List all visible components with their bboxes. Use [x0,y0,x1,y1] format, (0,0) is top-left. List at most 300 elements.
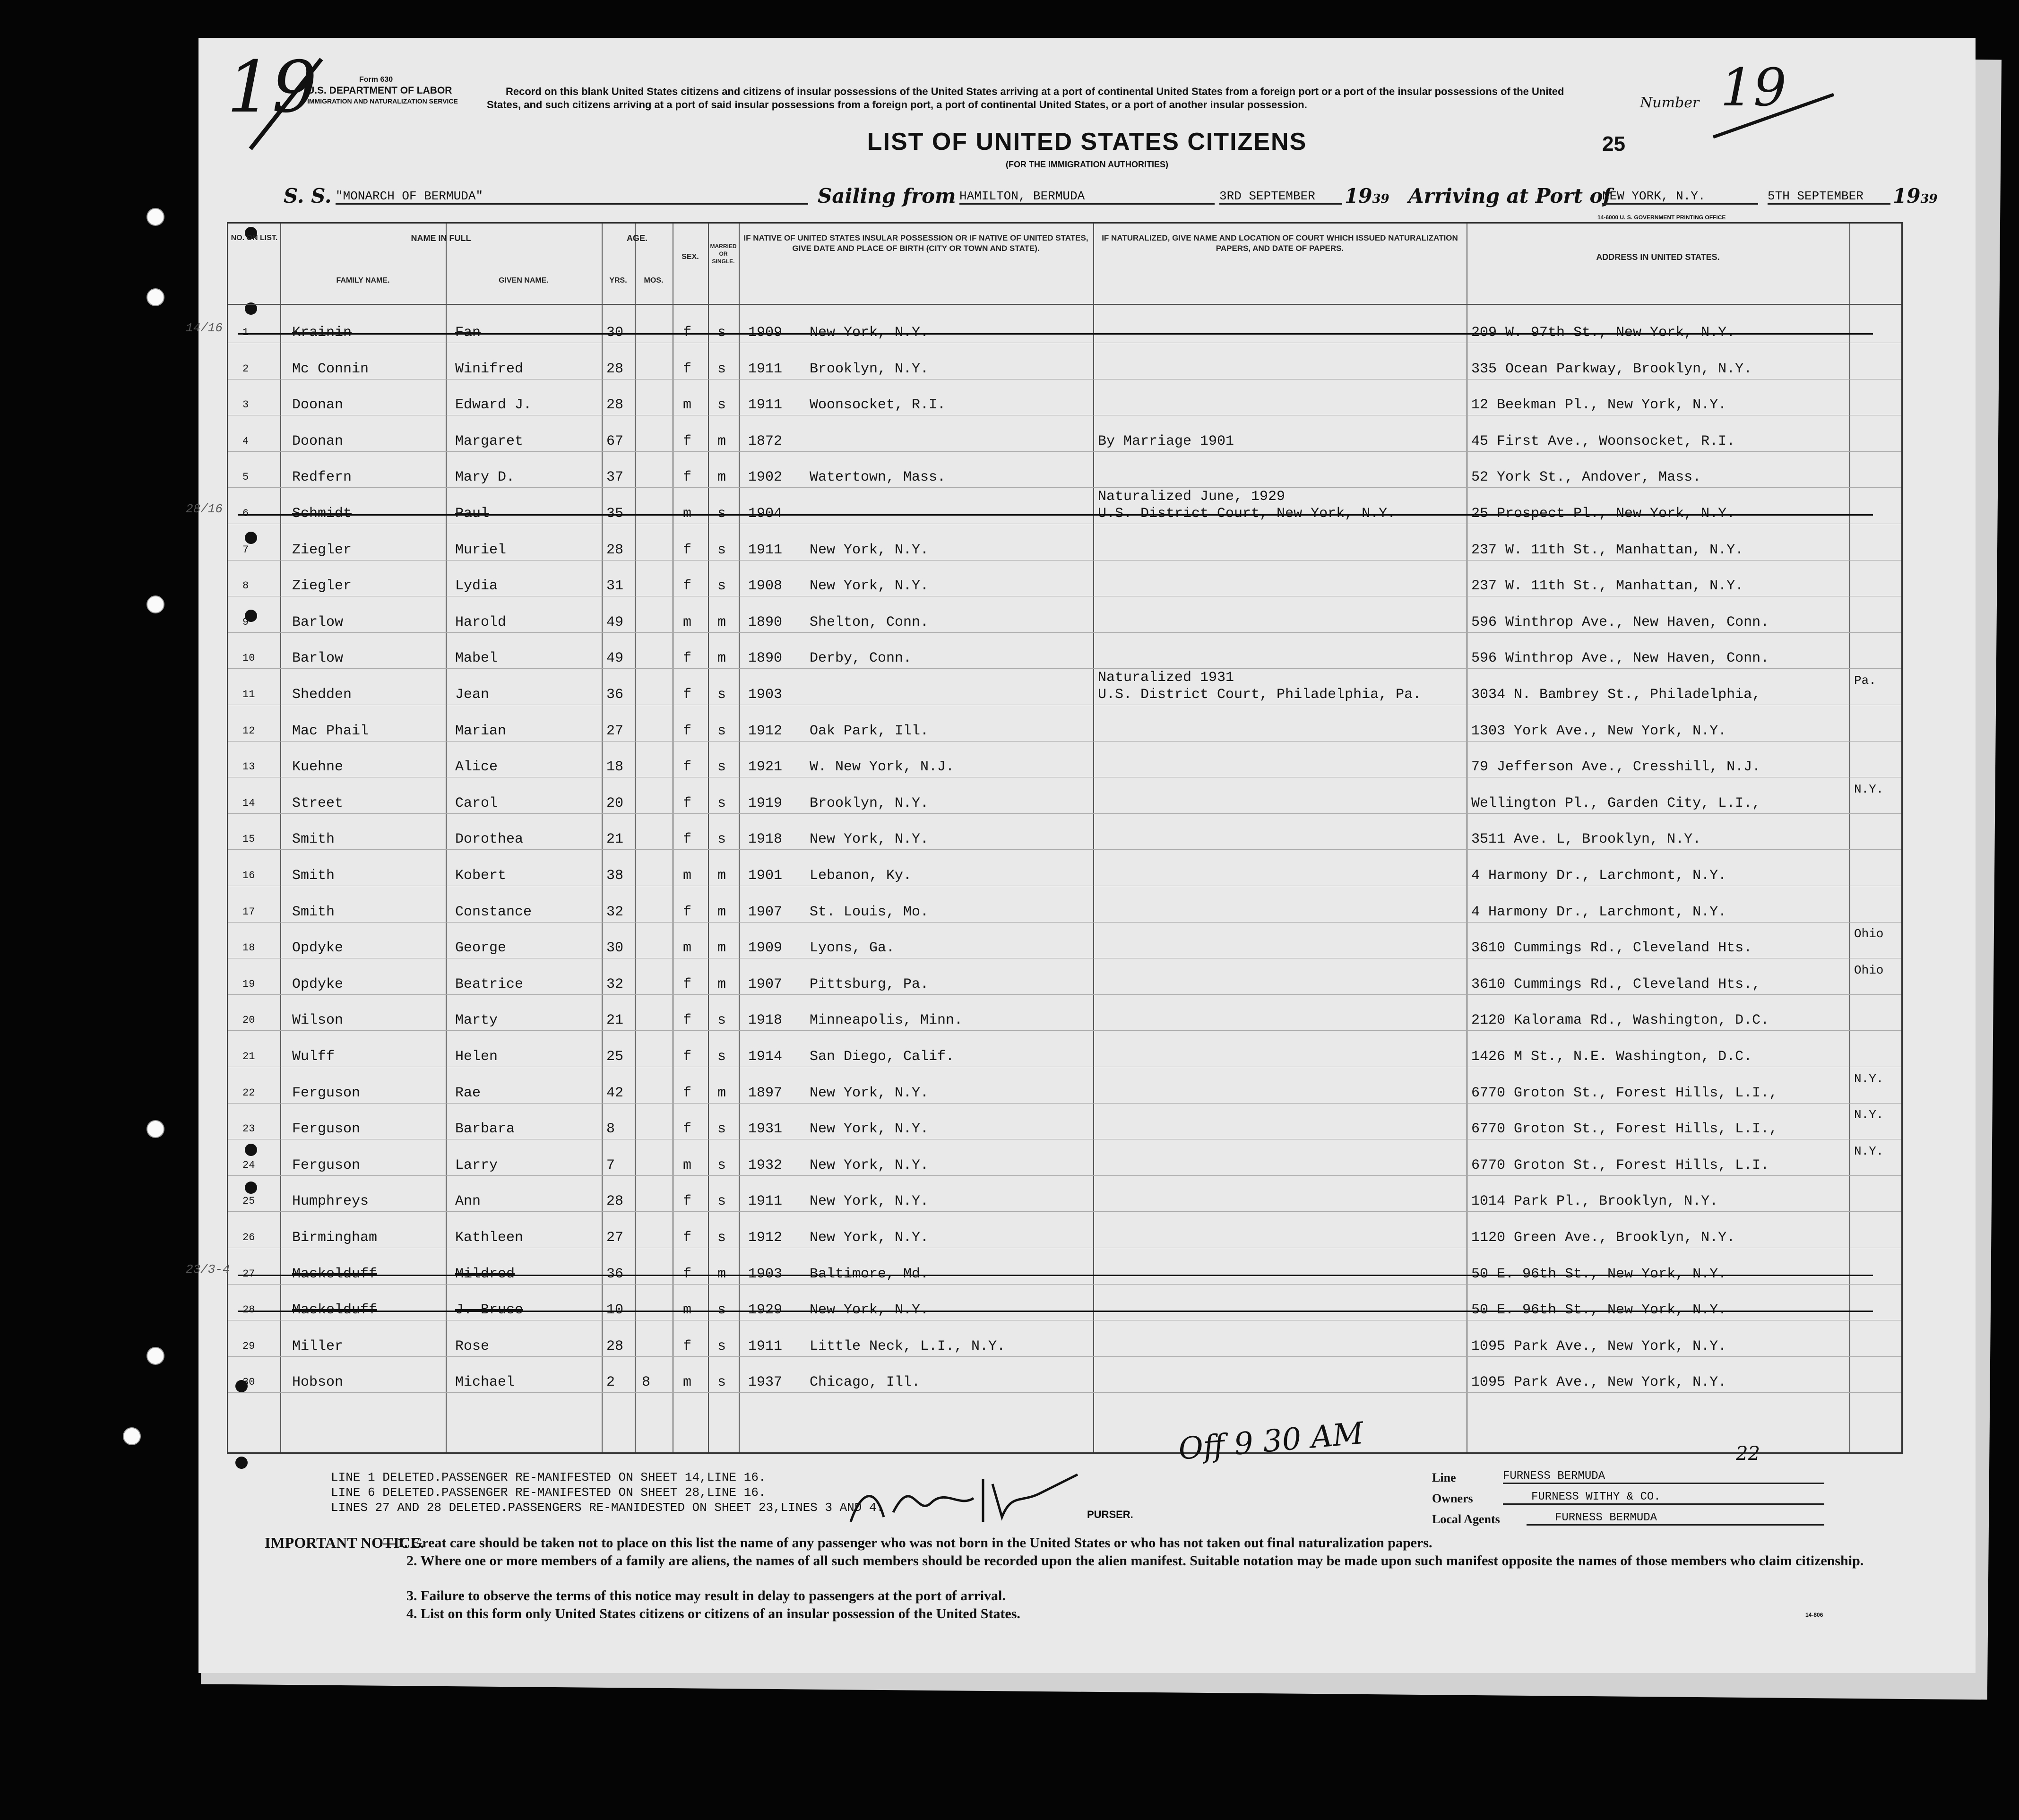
row-number: 26 [242,1232,255,1243]
age-years: 67 [606,433,624,449]
family-name: Street [292,795,344,811]
age-years: 28 [606,1193,624,1210]
marital-status: s [717,397,726,414]
deletion-note: LINE 6 DELETED.PASSENGER RE-MANIFESTED ON SHEET 28,LINE 16. [331,1485,766,1500]
table-row [186,1250,1901,1286]
marital-status: s [717,1230,726,1246]
birth-year: 1890 [748,650,783,667]
birth-year: 1911 [748,1338,783,1354]
given-name: Marty [455,1012,498,1029]
birth-year: 1911 [748,361,783,377]
page-subtitle: (FOR THE IMMIGRATION AUTHORITIES) [1006,160,1168,169]
row-number: 27 [242,1268,255,1280]
family-name: Hobson [292,1374,344,1391]
age-years: 21 [606,831,624,848]
family-name: Mackelduff [292,1266,378,1282]
family-name: Redfern [292,469,352,486]
age-years: 49 [606,614,624,630]
sailing-year: 1939 [1345,184,1389,207]
marital-status: s [717,578,726,595]
page-title: LIST OF UNITED STATES CITIZENS [867,128,1307,155]
birth-place: Lebanon, Ky. [810,868,912,884]
birth-year: 1911 [748,1193,783,1210]
given-name: Winifred [455,361,524,377]
age-years: 2 [606,1374,615,1391]
sex: m [683,868,692,884]
family-name: Ferguson [292,1085,361,1101]
marital-status: m [717,976,726,992]
naturalization-line-1: By Marriage 1901 [1098,433,1234,449]
given-name: Beatrice [455,976,524,992]
given-name: Alice [455,759,498,776]
sex: m [683,1157,692,1173]
age-years: 28 [606,542,624,558]
age-years: 35 [606,506,624,522]
header-address: ADDRESS IN UNITED STATES. [1596,252,1720,262]
birth-place: Woonsocket, R.I. [810,397,946,414]
birth-year: 1911 [748,397,783,414]
address: 12 Beekman Pl., New York, N.Y. [1471,397,1727,414]
address: 3034 N. Bambrey St., Philadelphia, [1471,687,1761,703]
sex: f [683,759,692,776]
sex: f [683,469,692,486]
family-name: Barlow [292,614,344,630]
row-number: 5 [242,471,249,483]
sex: f [683,650,692,667]
age-years: 27 [606,723,624,739]
address: 1095 Park Ave., New York, N.Y. [1471,1338,1727,1354]
marital-status: s [717,831,726,848]
table-row [228,707,1901,743]
marital-status: s [717,1193,726,1210]
notice-4: 4. List on this form only United States citizens or citizens of an insular possession of the United States. [406,1606,1020,1622]
service: IMMIGRATION AND NATURALIZATION SERVICE [307,97,458,105]
line-value: FURNESS BERMUDA [1503,1470,1824,1484]
address: 1303 York Ave., New York, N.Y. [1471,723,1727,739]
row-number: 6 [242,508,249,519]
birth-place: W. New York, N.J. [810,759,955,776]
header-no: NO. ON LIST. [231,234,278,242]
table-row [228,1141,1901,1177]
birth-year: 1919 [748,795,783,811]
ss-label: S. S. [284,184,332,207]
age-years: 27 [606,1230,624,1246]
age-years: 37 [606,469,624,486]
deletion-note: LINES 27 AND 28 DELETED.PASSENGERS RE-MANIDESTED ON SHEET 23,LINES 3 AND 4. [331,1501,884,1515]
marital-status: s [717,1012,726,1029]
family-name: Barlow [292,650,344,667]
family-name: Humphreys [292,1193,369,1210]
owners-label: Owners [1432,1492,1473,1505]
table-row [228,417,1901,453]
naturalization-line-2: U.S. District Court, New York, N.Y. [1098,506,1396,522]
sex: f [683,433,692,449]
table-row [228,852,1901,888]
given-name: Michael [455,1374,515,1391]
birth-place: New York, N.Y. [810,1085,929,1101]
table-row [228,598,1901,634]
address: 1095 Park Ave., New York, N.Y. [1471,1374,1727,1391]
sex: m [683,506,692,522]
punch-hole [123,1427,141,1445]
handwritten-time-note: Off 9 30 AM [1177,1416,1365,1467]
row-number: 30 [242,1376,255,1389]
row-number: 7 [242,543,249,556]
table-row [228,453,1901,489]
table-row [228,1214,1901,1250]
header-yrs: YRS. [609,276,627,285]
given-name: Rae [455,1085,481,1101]
sex: m [683,397,692,414]
birth-year: 1918 [748,1012,783,1029]
strike-through-line [238,333,1873,335]
address: 2120 Kalorama Rd., Washington, D.C. [1471,1012,1769,1029]
header-sex: SEX. [682,253,699,261]
marital-status: m [717,1085,726,1101]
address: 1014 Park Pl., Brooklyn, N.Y. [1471,1193,1718,1210]
birth-year: 1921 [748,759,783,776]
given-name: Kobert [455,868,507,884]
sex: m [683,614,692,630]
family-name: Opdyke [292,940,344,957]
family-name: Opdyke [292,976,344,992]
table-row [228,526,1901,562]
row-number: 12 [242,725,255,737]
arriving-port: NEW YORK, N.Y. [1602,189,1758,205]
marital-status: s [717,1157,726,1173]
marital-status: s [717,325,726,341]
marital-status: s [717,687,726,703]
ship-name: "MONARCH OF BERMUDA" [336,189,808,205]
marital-status: m [717,1266,726,1282]
marital-status: s [717,361,726,377]
table-row [228,345,1901,381]
family-name: Ziegler [292,578,352,595]
birth-place: New York, N.Y. [810,1157,929,1173]
address-continuation: Pa. [1854,673,1876,688]
sex: f [683,831,692,848]
given-name: Mabel [455,650,498,667]
sex: f [683,795,692,811]
row-number: 8 [242,580,249,592]
marital-status: s [717,795,726,811]
sex: f [683,976,692,992]
form-number: Form 630 [359,76,393,84]
table-row [228,960,1901,996]
marital-status: s [717,1374,726,1391]
address: 3610 Cummings Rd., Cleveland Hts., [1471,976,1761,992]
marital-status: m [717,904,726,920]
age-years: 21 [606,1012,624,1029]
sailing-label: Sailing from [818,184,956,207]
birth-place: New York, N.Y. [810,325,929,341]
family-name: Smith [292,868,335,884]
birth-year: 1932 [748,1157,783,1173]
margin-note: 28/16 [186,502,223,516]
family-name: Mc Connin [292,361,369,377]
margin-note: 23/3-4 [186,1262,230,1277]
family-name: Smith [292,831,335,848]
marital-status: m [717,868,726,884]
sex: f [683,361,692,377]
number-label: Number [1640,95,1700,111]
marital-status: s [717,1049,726,1065]
given-name: Kathleen [455,1230,524,1246]
given-name: Harold [455,614,507,630]
table-row [186,489,1901,526]
age-years: 28 [606,397,624,414]
deletion-notes [331,1470,884,1515]
margin-note: 14/16 [186,321,223,335]
notice-title: IMPORTANT NOTICE. [265,1534,424,1551]
birth-place: Pittsburg, Pa. [810,976,929,992]
address: 6770 Groton St., Forest Hills, L.I. [1471,1157,1769,1173]
given-name: Rose [455,1338,490,1354]
address: 1426 M St., N.E. Washington, D.C. [1471,1049,1752,1065]
age-years: 25 [606,1049,624,1065]
row-number: 3 [242,399,249,411]
sailing-from: HAMILTON, BERMUDA [959,189,1215,205]
marital-status: m [717,940,726,957]
family-name: Kuehne [292,759,344,776]
age-years: 7 [606,1157,615,1173]
address: 4 Harmony Dr., Larchmont, N.Y. [1471,868,1727,884]
birth-year: 1931 [748,1121,783,1138]
age-years: 10 [606,1302,624,1319]
row-number: 15 [242,833,255,845]
birth-place: San Diego, Calif. [810,1049,955,1065]
department: U.S. DEPARTMENT OF LABOR [307,85,452,96]
family-name: Doonan [292,433,344,449]
sex: f [683,578,692,595]
given-name: Constance [455,904,532,920]
birth-year: 1911 [748,542,783,558]
birth-year: 1929 [748,1302,783,1319]
address-continuation: N.Y. [1854,782,1884,796]
address: 237 W. 11th St., Manhattan, N.Y. [1471,578,1744,595]
table-row [228,1358,1901,1394]
address: 50 E. 96th St., New York, N.Y. [1471,1302,1727,1319]
marital-status: s [717,1338,726,1354]
table-row [228,743,1901,779]
agents-label: Local Agents [1432,1512,1500,1526]
birth-place: New York, N.Y. [810,1121,929,1138]
agents-value: FURNESS BERMUDA [1527,1511,1824,1526]
arriving-year: 1939 [1893,184,1938,207]
header-given-name: GIVEN NAME. [499,276,549,285]
table-row [228,1033,1901,1069]
purser-signature [841,1465,1087,1531]
address: 335 Ocean Parkway, Brooklyn, N.Y. [1471,361,1752,377]
age-years: 20 [606,795,624,811]
table-row [228,996,1901,1032]
sex: f [683,1049,692,1065]
birth-place: Lyons, Ga. [810,940,895,957]
address: 237 W. 11th St., Manhattan, N.Y. [1471,542,1744,558]
marital-status: s [717,1302,726,1319]
birth-year: 1904 [748,506,783,522]
sex: f [683,904,692,920]
given-name: Paul [455,506,490,522]
address: 6770 Groton St., Forest Hills, L.I., [1471,1085,1778,1101]
age-years: 31 [606,578,624,595]
age-years: 8 [606,1121,615,1138]
birth-place: Baltimore, Md. [810,1266,929,1282]
row-number: 19 [242,978,255,990]
birth-place: New York, N.Y. [810,578,929,595]
header-married-single: MARRIED OR SINGLE. [710,243,737,265]
sex: m [683,1302,692,1319]
birth-place: Watertown, Mass. [810,469,946,486]
strike-through-line [238,514,1873,516]
manifest-table [186,222,1903,1467]
notice-3: 3. Failure to observe the terms of this notice may result in delay to passengers at the port of arrival. [406,1588,1006,1604]
header-family-name: FAMILY NAME. [336,276,390,285]
row-number: 16 [242,870,255,881]
birth-year: 1918 [748,831,783,848]
given-name: Helen [455,1049,498,1065]
table-row [186,309,1901,345]
birth-year: 1908 [748,578,783,595]
punch-hole [147,208,164,226]
age-years: 36 [606,687,624,703]
naturalization-line-1: Naturalized June, 1929 [1098,489,1286,505]
row-number: 24 [242,1159,255,1171]
marital-status: s [717,542,726,558]
address: 25 Prospect Pl., New York, N.Y. [1471,506,1735,522]
family-name: Smith [292,904,335,920]
marital-status: s [717,759,726,776]
age-years: 30 [606,325,624,341]
table-row [228,888,1901,924]
birth-place: New York, N.Y. [810,831,929,848]
address: 50 E. 96th St., New York, N.Y. [1471,1266,1727,1282]
birth-year: 1912 [748,1230,783,1246]
manifest-page [186,38,1976,1673]
given-name: Edward J. [455,397,532,414]
birth-year: 1909 [748,325,783,341]
header-naturalized: IF NATURALIZED, GIVE NAME AND LOCATION OF COURT WHICH ISSUED NATURALIZATION PAPERS, AND DATE OF PAPERS. [1102,233,1458,253]
punch-hole [147,288,164,306]
age-years: 38 [606,868,624,884]
birth-year: 1907 [748,904,783,920]
family-name: Doonan [292,397,344,414]
binder-dot [235,1457,248,1469]
punch-hole [147,1347,164,1365]
intro-text: Record on this blank United States citizens and citizens of insular possessions of the United States arriving at a port of continental United States from a foreign port or a port of the insular possessions of the United States, and such citizens arriving at a port of said insular possessions from a foreign port, a port of continental United States, or a port of another insular possession. [487,86,1564,111]
marital-status: m [717,469,726,486]
sex: f [683,723,692,739]
row-number: 2 [242,362,249,375]
address: 3610 Cummings Rd., Cleveland Hts. [1471,940,1752,957]
address: Wellington Pl., Garden City, L.I., [1471,795,1761,811]
address: 209 W. 97th St., New York, N.Y. [1471,325,1735,341]
address: 4 Harmony Dr., Larchmont, N.Y. [1471,904,1727,920]
birth-place: Brooklyn, N.Y. [810,361,929,377]
age-years: 18 [606,759,624,776]
given-name: Lydia [455,578,498,595]
line-label: Line [1432,1471,1456,1484]
header-native: IF NATIVE OF UNITED STATES INSULAR POSSESSION OR IF NATIVE OF UNITED STATES, GIVE DATE AND PLACE OF BIRTH (CITY OR TOWN AND STATE). [743,233,1088,253]
given-name: Larry [455,1157,498,1173]
table-row [228,1322,1901,1358]
naturalization-line-1: Naturalized 1931 [1098,670,1234,686]
birth-place: Brooklyn, N.Y. [810,795,929,811]
birth-place: Chicago, Ill. [810,1374,921,1391]
family-name: Mackelduff [292,1302,378,1319]
birth-year: 1903 [748,687,783,703]
age-years: 32 [606,976,624,992]
sex: m [683,940,692,957]
punch-hole [147,595,164,613]
birth-year: 1901 [748,868,783,884]
table-row [228,634,1901,670]
family-name: Ziegler [292,542,352,558]
birth-year: 1903 [748,1266,783,1282]
row-number: 4 [242,435,249,447]
given-name: Carol [455,795,498,811]
family-name: Wilson [292,1012,344,1029]
birth-year: 1914 [748,1049,783,1065]
address: 52 York St., Andover, Mass. [1471,469,1701,486]
sailing-date: 3RD SEPTEMBER [1219,189,1342,205]
naturalization-line-2: U.S. District Court, Philadelphia, Pa. [1098,687,1422,703]
given-name: J. Bruce [455,1302,524,1319]
address-continuation: Ohio [1854,963,1884,977]
sex: f [683,1266,692,1282]
marital-status: s [717,1121,726,1138]
age-years: 32 [606,904,624,920]
birth-year: 1907 [748,976,783,992]
birth-place: St. Louis, Mo. [810,904,929,920]
sex: f [683,1121,692,1138]
given-name: Margaret [455,433,524,449]
row-number: 25 [242,1195,255,1208]
birth-place: Derby, Conn. [810,650,912,667]
given-name: George [455,940,507,957]
birth-year: 1912 [748,723,783,739]
birth-place: New York, N.Y. [810,542,929,558]
age-years: 28 [606,1338,624,1354]
given-name: Mary D. [455,469,515,486]
given-name: Dorothea [455,831,524,848]
table-row [228,671,1901,707]
given-name: Marian [455,723,507,739]
birth-place: New York, N.Y. [810,1193,929,1210]
family-name: Shedden [292,687,352,703]
family-name: Ferguson [292,1121,361,1138]
birth-year: 1897 [748,1085,783,1101]
birth-place: New York, N.Y. [810,1302,929,1319]
table-row [228,1286,1901,1322]
address-continuation: Ohio [1854,927,1884,941]
row-number: 1 [242,327,249,338]
address: 1120 Green Ave., Brooklyn, N.Y. [1471,1230,1735,1246]
row-number: 18 [242,942,255,954]
printing-office: 14-6000 U. S. GOVERNMENT PRINTING OFFICE [1597,214,1726,221]
header-age: AGE. [626,233,647,243]
handwritten-count: 22 [1736,1443,1760,1465]
sex: f [683,1085,692,1101]
given-name: Ann [455,1193,481,1210]
family-name: Wulff [292,1049,335,1065]
row-number: 20 [242,1014,255,1026]
address: 3511 Ave. L, Brooklyn, N.Y. [1471,831,1701,848]
notice-1: —1. Great care should be taken not to place on this list the name of any passenger who was not born in the United States or who has not taken out final naturalization papers. [383,1535,1432,1551]
address: 596 Winthrop Ave., New Haven, Conn. [1471,650,1769,667]
sex: f [683,1338,692,1354]
row-number: 28 [242,1304,255,1316]
